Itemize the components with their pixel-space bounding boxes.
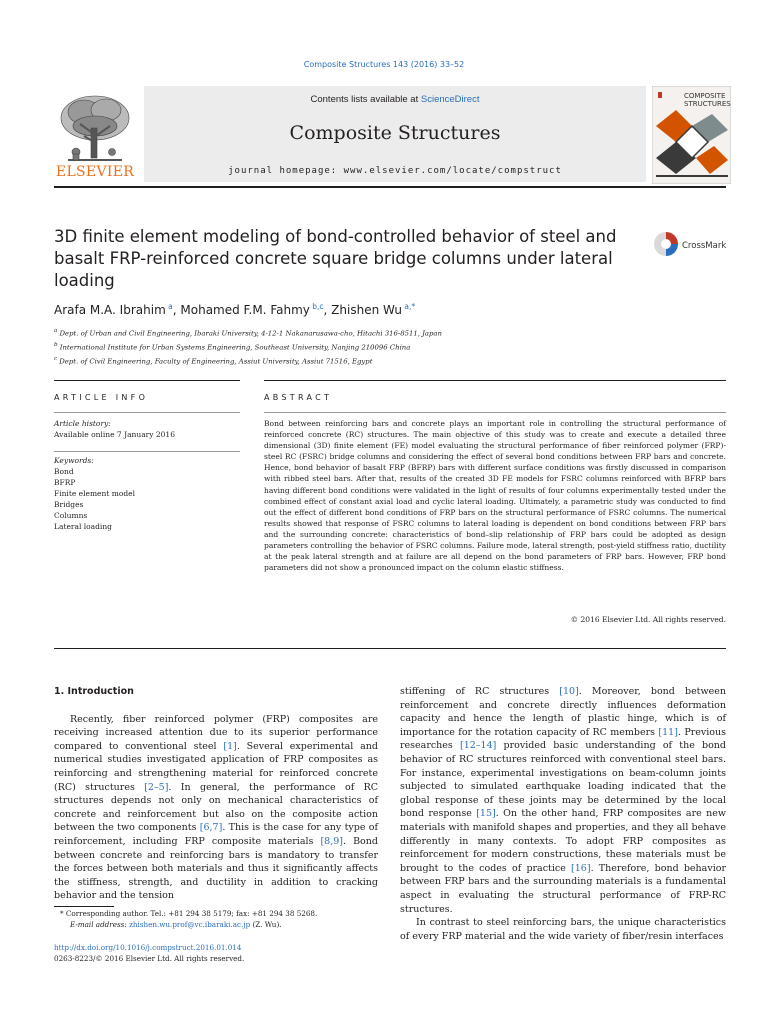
body-text: . Therefore, bond behavior between FRP bars and the surrounding materials is a fundamental aspect in evaluating the structural performance of FRP-RC structures.	[400, 862, 726, 915]
affiliation-list	[54, 326, 442, 367]
author-email-link[interactable]: zhishen.wu.prof@vc.ibaraki.ac.jp	[129, 920, 251, 929]
article-history	[54, 418, 244, 440]
section-heading-introduction: 1. Introduction	[54, 686, 134, 697]
author-separator: ,	[323, 303, 332, 317]
author-affiliation-marker[interactable]: b,c	[309, 302, 324, 311]
author-name[interactable]: Mohamed F.M. Fahmy	[180, 303, 310, 317]
keywords-divider	[54, 451, 240, 452]
keyword-item: Bridges	[54, 500, 84, 509]
body-text: provided basic understanding of the bond behavior of RC structures reinforced with conventional steel bars. For instance, experimental investigations on beam-column joints subjected to simulated earthquake loading indicated that the global response of these joints may be determined by the local bond response	[400, 740, 726, 820]
abstract-bottom-rule	[54, 648, 726, 649]
citation-link[interactable]: [10]	[559, 686, 579, 697]
history-value: Available online 7 January 2016	[54, 430, 175, 439]
keyword-item: BFRP	[54, 478, 76, 487]
affiliation-item	[54, 326, 442, 340]
journal-cover-thumbnail	[652, 86, 731, 184]
affiliation-text: Dept. of Urban and Civil Engineering, Ibaraki University, 4-12-1 Nakanarusawa-cho, Hitachi 316-8511, Japan	[57, 329, 442, 338]
affiliation-item	[54, 354, 442, 368]
contents-prefix: Contents lists available at	[310, 94, 421, 105]
email-label: E-mail address:	[70, 920, 130, 929]
crossmark-label: CrossMark	[682, 241, 727, 251]
cover-title-line1: COMPOSITE	[684, 92, 726, 100]
history-label: Article history:	[54, 419, 111, 428]
keyword-item: Finite element model	[54, 489, 135, 498]
citation-link[interactable]: [2–5]	[144, 781, 169, 793]
citation-link[interactable]: [8,9]	[320, 835, 343, 847]
article-info-heading: ARTICLE INFO	[54, 393, 149, 402]
keywords-block	[54, 455, 244, 532]
abstract-heading: ABSTRACT	[264, 393, 333, 402]
affiliation-item	[54, 340, 442, 354]
contents-line	[144, 94, 646, 105]
citation-link[interactable]: [11]	[658, 726, 678, 738]
body-text: . Several experimental and numerical studies investigated application of FRP composites as reinforcing and strengthening material for reinforced concrete (RC) structures	[54, 740, 378, 793]
article-info-rule	[54, 380, 240, 381]
body-text: . This is the case for any type of reinforcement, including FRP composite materials	[54, 822, 378, 847]
body-column-left	[54, 685, 378, 903]
journal-homepage[interactable]: journal homepage: www.elsevier.com/locate/compstruct	[228, 166, 562, 176]
corresponding-author-line: * Corresponding author. Tel.: +81 294 38 5179; fax: +81 294 38 5268.	[60, 909, 318, 918]
author-affiliation-marker[interactable]: a,*	[402, 302, 416, 311]
affiliation-text: International Institute for Urban Systems Engineering, Southeast University, Nanjing 210096 China	[57, 343, 411, 352]
elsevier-wordmark: ELSEVIER	[55, 164, 135, 180]
author-list	[54, 302, 415, 317]
doi-block	[54, 942, 378, 964]
article-info-divider	[54, 412, 240, 413]
citation-link[interactable]: [16]	[571, 862, 591, 874]
affiliation-marker: c	[54, 355, 58, 362]
keyword-item: Columns	[54, 511, 88, 520]
abstract-body: Bond between reinforcing bars and concrete plays an important role in controlling the structural performance of reinforced concrete (RC) structures. The main objective of this study was to create and execute a detailed three dimensional (3D) finite element (FE) model evaluating the structural performance of fiber reinforced polymer (FRP)-steel RC (FSRC) bridge columns and considering the effect of several bond conditions between FRP bars and concrete. Hence, bond behavior of basalt FRP (BFRP) bars with different surface conditions was firstly discussed in comparison with ribbed steel bars. After that, results of the created 3D FE models for FSRC columns reinforced with BFRP bars having different bond conditions were validated in the light of results of four columns experimentally tested under the combined effect of constant axial load and cyclic lateral loading. Ultimately, a parametric study was conducted to find out the effect of different bond conditions of FRP bars on the structural performance of FSRC columns. The numerical results showed that response of FSRC columns to lateral loading is dependent on bond conditions between FRP bars and the surrounding concrete: characteristics of bond–slip relationship of FRP bars could be adopted as design parameters controlling the behavior of FSRC columns. Failure mode, lateral strength, post-yield stiffness ratio, ductility at the peak lateral strength and at failure are all depend on the bond parameters of FRP bars. However, FRP bond parameters did not show a pronounced impact on the column elastic stiffness.	[264, 419, 726, 573]
keyword-item: Bond	[54, 467, 74, 476]
affiliation-text: Dept. of Civil Engineering, Faculty of Engineering, Assiut University, Assiut 71516, Egypt	[57, 356, 373, 365]
article-title: 3D finite element modeling of bond-controlled behavior of steel and basalt FRP-reinforced concrete square bridge columns under lateral loading	[54, 227, 617, 290]
affiliation-marker: a	[54, 328, 58, 334]
keyword-item: Lateral loading	[54, 522, 112, 531]
abstract-divider	[264, 412, 726, 413]
body-text: . On the other hand, FRP composites are new materials with manifold shapes and properties, and they all behave differently in many contexts. To adopt FRP composites as reinforcement for modern constructions, these materials must be brought to the codes of practice	[400, 808, 726, 874]
footnote-rule	[54, 906, 114, 907]
journal-name: Composite Structures	[289, 122, 501, 144]
citation-link[interactable]: [1]	[223, 740, 237, 752]
doi-link[interactable]: http://dx.doi.org/10.1016/j.compstruct.2016.01.014	[54, 943, 242, 952]
author-affiliation-marker[interactable]: a	[165, 302, 173, 311]
masthead	[54, 86, 731, 189]
crossmark-badge[interactable]	[652, 228, 732, 262]
intro-paragraph-1	[54, 713, 378, 903]
abstract-copyright: © 2016 Elsevier Ltd. All rights reserved.	[570, 615, 726, 624]
body-text: stiffening of RC structures	[400, 686, 560, 697]
intro-paragraph-2: In contrast to steel reinforcing bars, the unique characteristics of every FRP material and the wide variety of fiber/resin interfaces	[400, 917, 726, 942]
journal-reference[interactable]: Composite Structures 143 (2016) 33–52	[303, 60, 465, 69]
body-column-right	[400, 685, 726, 943]
abstract-rule	[264, 380, 726, 381]
citation-link[interactable]: [12–14]	[459, 740, 497, 752]
cover-title-line2: STRUCTURES	[684, 100, 731, 108]
citation-link[interactable]: [15]	[476, 808, 496, 820]
body-text: . Previous researches	[400, 726, 726, 752]
masthead-band	[144, 86, 646, 182]
email-line	[54, 919, 378, 930]
issn-copyright: 0263-8223/© 2016 Elsevier Ltd. All rights reserved.	[54, 954, 245, 963]
keywords-label: Keywords:	[54, 456, 94, 465]
corresponding-author-footnote	[54, 908, 378, 930]
body-text: . In general, the performance of RC structures depends not only on mechanical characteristics of concrete and reinforcement but also on the composite action between the two components	[54, 781, 378, 834]
body-text: . Moreover, bond between reinforcement and concrete directly influences deformation capacity and hence the length of plastic hinge, which is of importance for the rotation capacity of RC members	[400, 686, 726, 738]
citation-link[interactable]: [6,7]	[199, 822, 223, 834]
body-text: Recently, fiber reinforced polymer (FRP) composites are receiving increased attention due to its superior performance compared to conventional steel	[54, 713, 378, 752]
author-name[interactable]: Arafa M.A. Ibrahim	[54, 303, 166, 317]
body-text: . Bond between concrete and reinforcing bars is mandatory to transfer the forces between both materials and thus it significantly affects the stiffness, strength, and ductility in addition to cracking behavior and the tension	[54, 835, 378, 902]
sciencedirect-link[interactable]: ScienceDirect	[420, 94, 480, 105]
intro-paragraph-continued	[400, 685, 726, 916]
email-suffix: (Z. Wu).	[250, 920, 282, 929]
author-separator: ,	[172, 303, 181, 317]
masthead-rule	[54, 186, 726, 188]
affiliation-marker: b	[54, 341, 58, 348]
author-name[interactable]: Zhishen Wu	[331, 303, 403, 317]
